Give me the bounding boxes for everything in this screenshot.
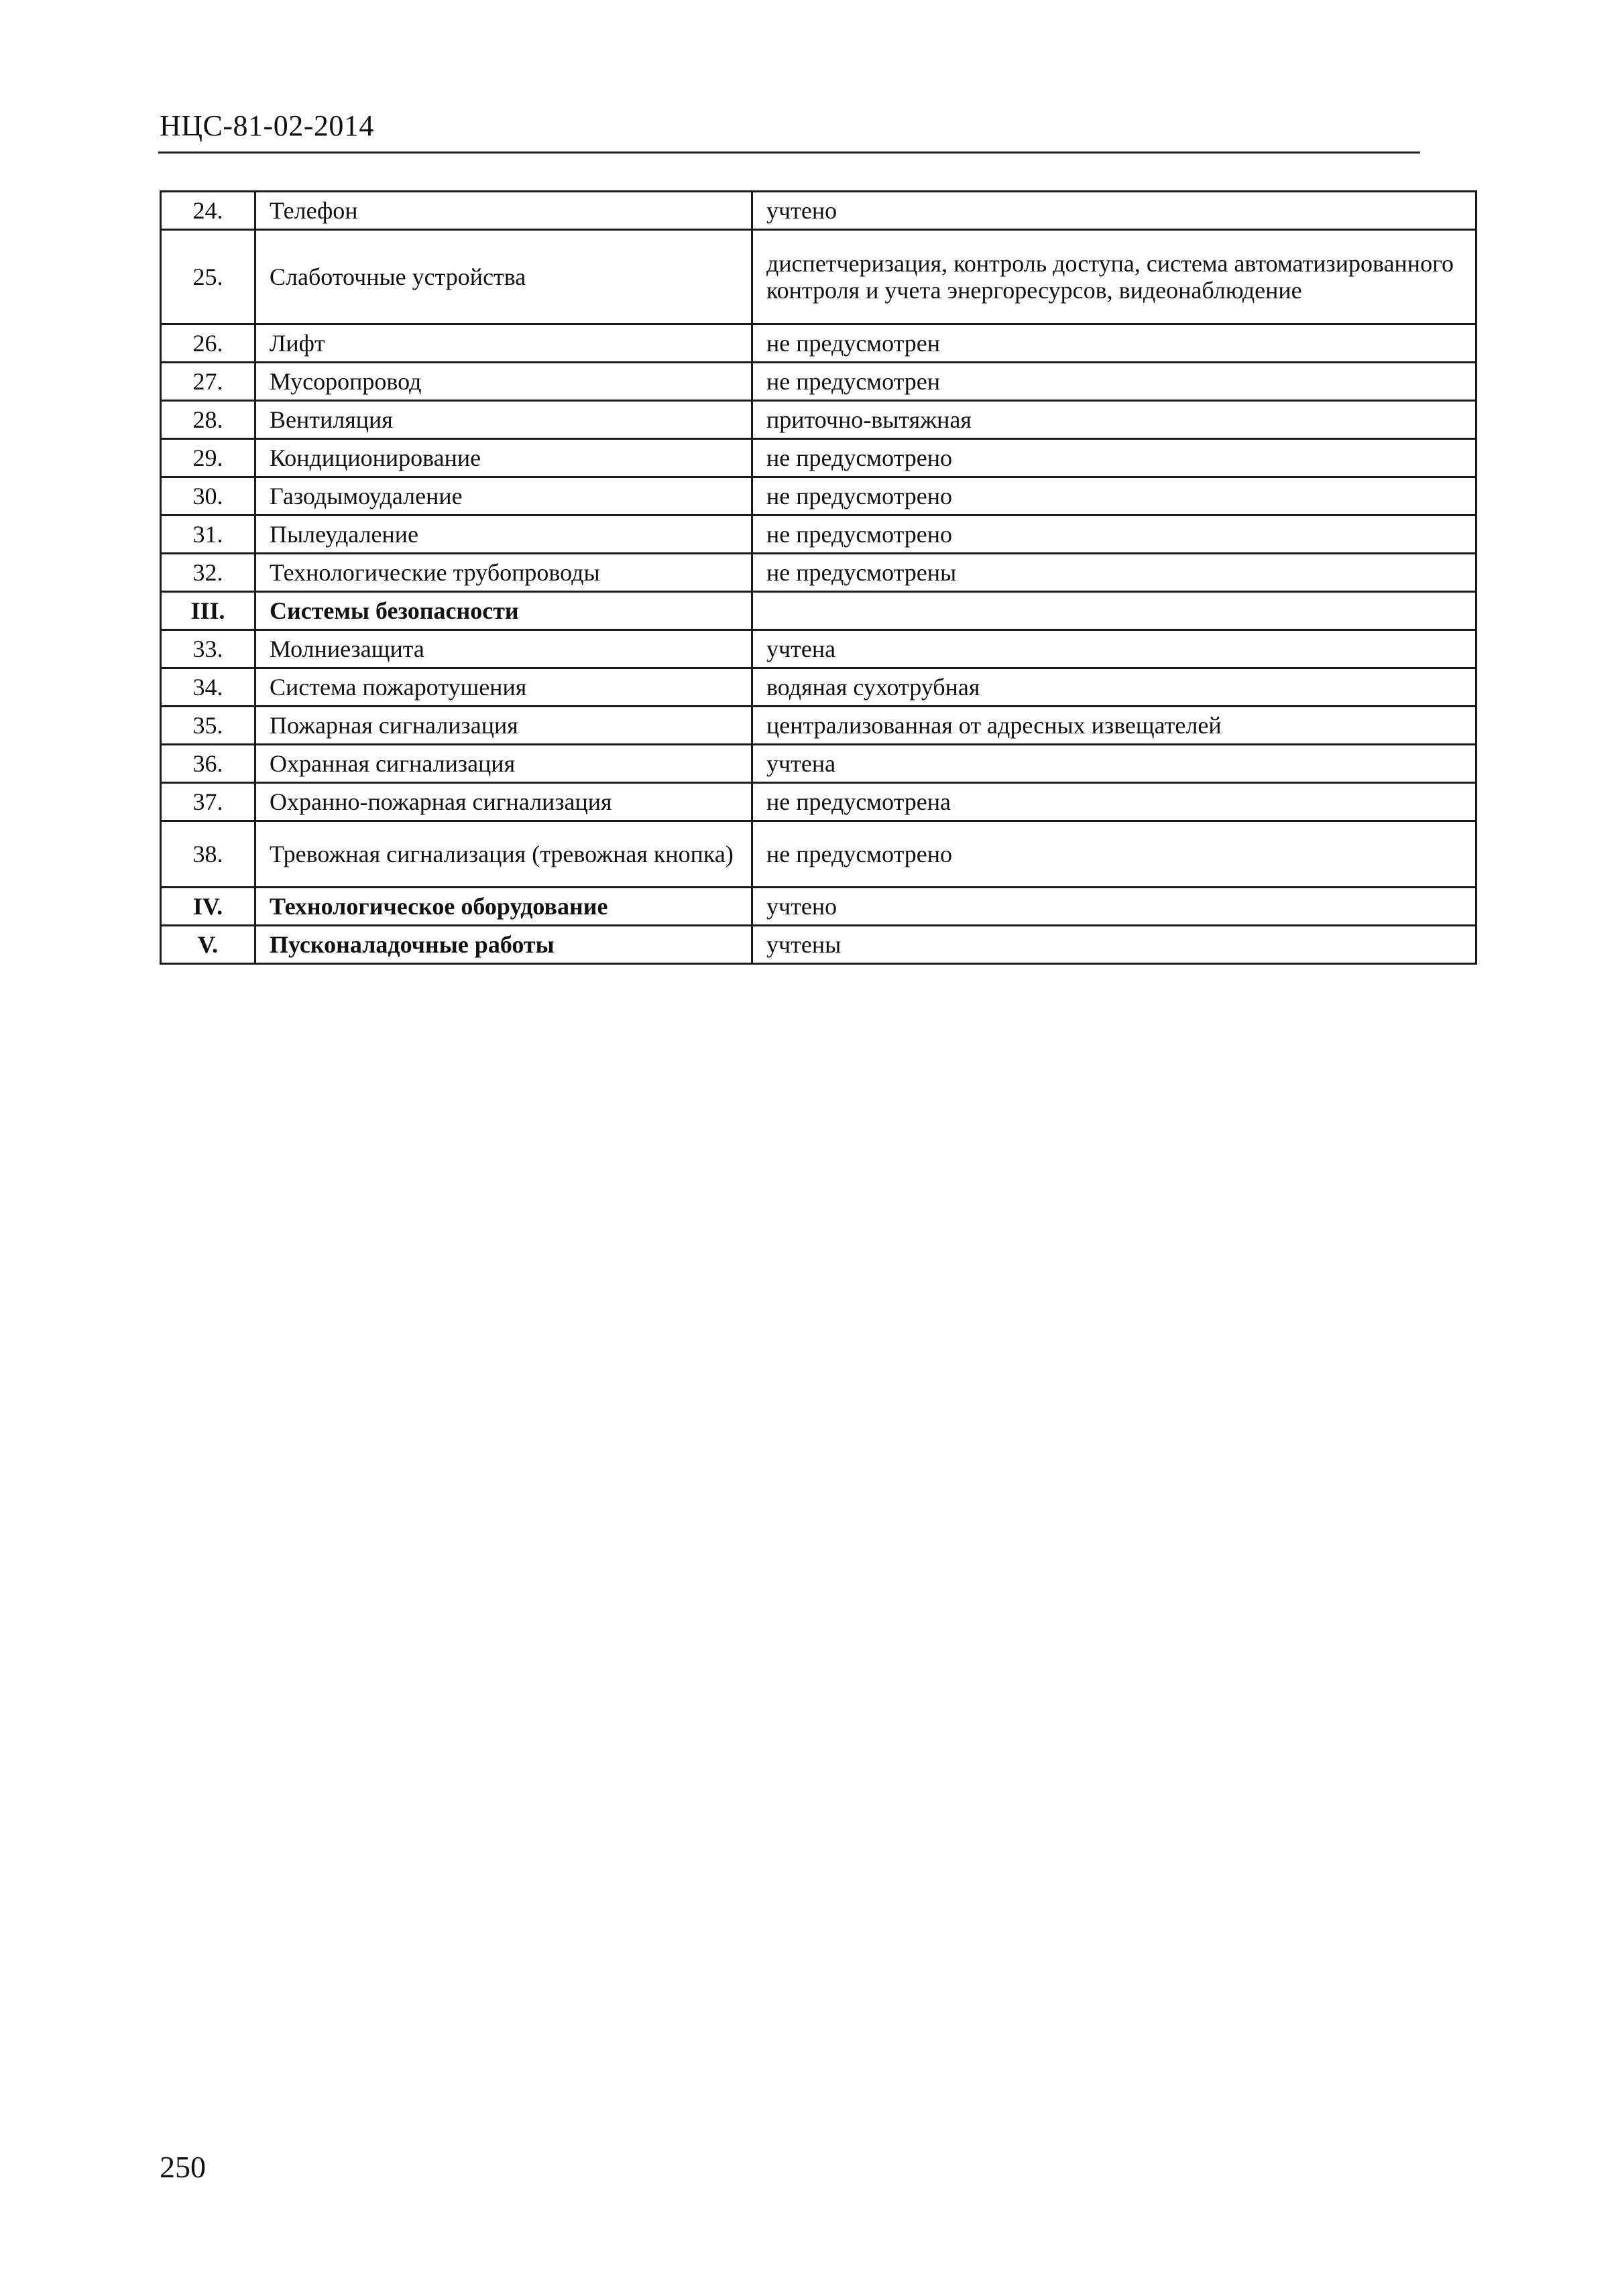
row-name: Кондиционирование	[255, 439, 752, 477]
row-value: не предусмотрен	[752, 363, 1476, 401]
row-number: 26.	[161, 324, 255, 363]
row-number: 37.	[161, 783, 255, 821]
row-value: не предусмотрен	[752, 324, 1476, 363]
row-number: 34.	[161, 668, 255, 707]
section-value: учтены	[752, 926, 1476, 964]
table-row	[161, 745, 1476, 783]
section-title: Технологическое оборудование	[255, 888, 752, 926]
row-value: учтена	[752, 630, 1476, 668]
section-value	[752, 592, 1476, 630]
section-number: V.	[161, 926, 255, 964]
row-value: централизованная от адресных извещателей	[752, 707, 1476, 745]
row-name: Пожарная сигнализация	[255, 707, 752, 745]
row-number: 28.	[161, 401, 255, 439]
section-title: Системы безопасности	[255, 592, 752, 630]
row-value: диспетчеризация, контроль доступа, система автоматизированного контроля и учета энергоресурсов, видеонаблюдение	[752, 230, 1476, 324]
table-row	[161, 192, 1476, 230]
document-code: НЦС-81-02-2014	[160, 109, 374, 142]
specification-table	[160, 190, 1477, 965]
row-number: 35.	[161, 707, 255, 745]
section-row	[161, 888, 1476, 926]
row-value: приточно-вытяжная	[752, 401, 1476, 439]
row-number: 38.	[161, 821, 255, 888]
row-name: Пылеудаление	[255, 516, 752, 554]
table-row	[161, 554, 1476, 592]
row-value: не предусмотрена	[752, 783, 1476, 821]
row-value: не предусмотрено	[752, 439, 1476, 477]
section-row	[161, 926, 1476, 964]
row-name: Молниезащита	[255, 630, 752, 668]
row-name: Вентиляция	[255, 401, 752, 439]
row-name: Слаботочные устройства	[255, 230, 752, 324]
row-name: Тревожная сигнализация (тревожная кнопка)	[255, 821, 752, 888]
row-number: 32.	[161, 554, 255, 592]
page-number: 250	[160, 2150, 206, 2184]
header-rule	[158, 152, 1420, 154]
row-number: 25.	[161, 230, 255, 324]
row-number: 30.	[161, 477, 255, 516]
table-row	[161, 363, 1476, 401]
table-row	[161, 477, 1476, 516]
row-name: Охранно-пожарная сигнализация	[255, 783, 752, 821]
row-value: не предусмотрены	[752, 554, 1476, 592]
section-number: IV.	[161, 888, 255, 926]
section-value: учтено	[752, 888, 1476, 926]
table-row	[161, 630, 1476, 668]
table-row	[161, 783, 1476, 821]
row-value: учтена	[752, 745, 1476, 783]
table-row	[161, 230, 1476, 324]
table-row	[161, 668, 1476, 707]
row-name: Телефон	[255, 192, 752, 230]
row-name: Охранная сигнализация	[255, 745, 752, 783]
row-name: Мусоропровод	[255, 363, 752, 401]
row-name: Газодымоудаление	[255, 477, 752, 516]
row-number: 27.	[161, 363, 255, 401]
row-number: 31.	[161, 516, 255, 554]
row-number: 29.	[161, 439, 255, 477]
row-name: Система пожаротушения	[255, 668, 752, 707]
row-name: Технологические трубопроводы	[255, 554, 752, 592]
row-value: не предусмотрено	[752, 477, 1476, 516]
section-number: III.	[161, 592, 255, 630]
section-title: Пусконаладочные работы	[255, 926, 752, 964]
row-number: 24.	[161, 192, 255, 230]
row-number: 33.	[161, 630, 255, 668]
row-value: учтено	[752, 192, 1476, 230]
table-row	[161, 516, 1476, 554]
table-row	[161, 707, 1476, 745]
row-name: Лифт	[255, 324, 752, 363]
table-row	[161, 324, 1476, 363]
section-row	[161, 592, 1476, 630]
table-row	[161, 439, 1476, 477]
table-row	[161, 401, 1476, 439]
row-value: не предусмотрено	[752, 821, 1476, 888]
table-row	[161, 821, 1476, 888]
row-value: не предусмотрено	[752, 516, 1476, 554]
row-number: 36.	[161, 745, 255, 783]
row-value: водяная сухотрубная	[752, 668, 1476, 707]
